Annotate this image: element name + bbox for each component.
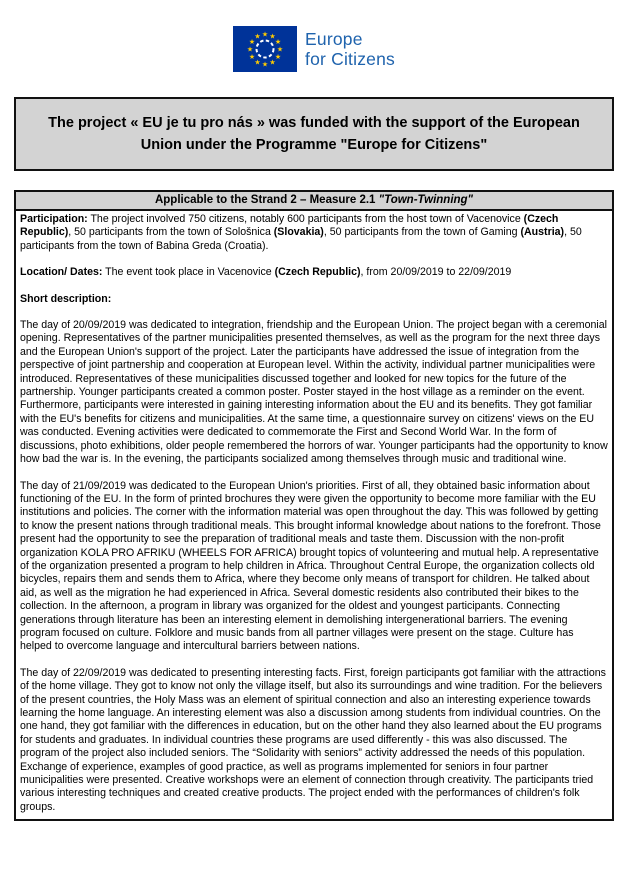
text-segment: Location/ Dates: [20, 266, 103, 279]
text-segment: The day of 21/09/2019 was dedicated to the European Union's priorities. First of all, they obtained basic information about functioning of the EU. In the form of printed brochures they were given the opportunity to become more familiar with the EU institutions and policies. The corner with the information material was open throughout the day. This was followed by getting to know the present nations through traditional meals. This brought informal knowledge about nations to the forefront. Those present had the opportunity to see the preparation of traditional meals and taste them. Discussion with the non-profit organization KOLA PRO AFRIKU (WHEELS FOR AFRICA) brought topics of volunteering and mutual help. A representative of the organization presented a program to help children in Africa. Throughout Central Europe, the organization collects old bicycles, repairs them and sends them to Africa, where they become only means of transport for children. He talked about aid, as well as the migration he had experienced in Africa. Several domestic residents also contributed their bikes to the collection. In the afternoon, a program in library was organized for the oldest and youngest participants. Connecting generations through literature has been an interesting element in demolishing intergenerational barriers. The evening program focused on culture. Folklore and music bands from all partner villages were present on the stage. Culture has helped to overcome language and intercultural barriers between nations. [20, 479, 601, 653]
logo-block [0, 0, 628, 72]
document-body [16, 211, 612, 819]
text-segment: (Austria) [520, 226, 565, 239]
paragraph [20, 293, 608, 306]
svg-text:★: ★ [274, 53, 282, 61]
eu-flag-icon [233, 26, 297, 72]
svg-text:★: ★ [254, 32, 261, 41]
funding-banner [14, 97, 614, 171]
svg-text:★: ★ [248, 38, 256, 46]
funding-banner-text: The project « EU je tu pro nás » was funded with the support of the European Union under the Programme "Europe for Citizens" [48, 115, 580, 153]
svg-text:★: ★ [261, 30, 269, 39]
text-segment: The project involved 750 citizens, notably 600 participants from the host town of Vacenovice [87, 213, 524, 225]
text-segment: (Czech Republic) [20, 213, 559, 239]
svg-text:★: ★ [248, 53, 256, 61]
text-segment: The day of 20/09/2019 was dedicated to integration, friendship and the European Union. The project began with a ceremonial opening. Representatives of the partner municipalities presented themselves, as well as the program for the next three days and the European Union's support of the project. Later the participants have addressed the issue of integration from the perspective of joint partnership and cooperation at European level. Within the activity, individual partner municipalities were introduced. Representatives of these municipalities discussed together and looked for new topics for the future of the partnership. Younger participants created a common poster. Poster stayed in the host village as a reminder on the event. Furthermore, participants were interested in gaining interesting information about the EU and its benefits. They got familiar with the EU's benefits for citizens and municipalities. At the same time, a questionnaire survey on citizens' views on the EU was conducted. Evening activities were dedicated to commemorate the First and Second World War. In the form of discussions, photo exhibitions, older people remembered the horrors of war. Younger participants had the opportunity to know how bad the war is. In the evening, the participants socialized among themselves through music and traditional wine. [20, 319, 608, 466]
svg-text:★: ★ [261, 60, 269, 69]
text-segment: (Czech Republic) [274, 266, 361, 279]
svg-text:★: ★ [269, 58, 276, 67]
strand-header [16, 192, 612, 211]
logo-line-1: Europe [305, 29, 363, 49]
text-segment: (Slovakia) [273, 226, 324, 239]
strand-header-measure: "Town-Twinning" [378, 194, 474, 206]
text-segment: , 50 participants from the town of Babina Greda (Croatia). [20, 226, 582, 252]
svg-text:★: ★ [269, 32, 276, 41]
logo-line-2: for Citizens [305, 49, 395, 69]
text-segment: , 50 participants from the town of Gaming [323, 226, 521, 239]
text-segment: The event took place in Vacenovice [102, 266, 275, 279]
strand-header-text: Applicable to the Strand 2 – Measure 2.1 [154, 194, 379, 206]
text-segment: The day of 22/09/2019 was dedicated to presenting interesting facts. First, foreign participants got familiar with the attractions of the home village. They got to know not only the village itself, but also its surroundings and wine tradition. For the believers of the present countries, the Holy Mass was an element of spiritual connection and also an interesting experience towards learning the home language. An interesting element was also a discussion among students from individual countries. On the one hand, they got familiar with the differences in education, but on the other hand they also learned about the EU programs for students and graduates. In individual countries these programs are used differently - this was also discussed. The program of the project also included seniors. The “Solidarity with seniors” activity addressed the needs of this population. Exchange of experience, examples of good practice, as well as programs implemented for seniors in four partner municipalities were presented. Creative workshops were an element of connection through creativity. The participants tried various interesting techniques and created creative products. The project ended with the performances of children's folk groups. [20, 666, 606, 813]
document-box [14, 190, 614, 821]
paragraph [20, 319, 608, 466]
paragraph [20, 480, 608, 654]
paragraph [20, 667, 608, 814]
svg-text:★: ★ [246, 45, 254, 54]
paragraph [20, 266, 608, 279]
svg-text:★: ★ [254, 58, 261, 67]
logo-text [305, 29, 395, 69]
text-segment: Short description: [20, 292, 112, 305]
paragraph [20, 213, 608, 253]
text-segment: , 50 participants from the town of Sološnica [68, 226, 274, 239]
text-segment: Participation: [20, 213, 88, 225]
svg-text:★: ★ [274, 38, 282, 46]
text-segment: , from 20/09/2019 to 22/09/2019 [360, 266, 512, 279]
svg-text:★: ★ [276, 45, 284, 54]
